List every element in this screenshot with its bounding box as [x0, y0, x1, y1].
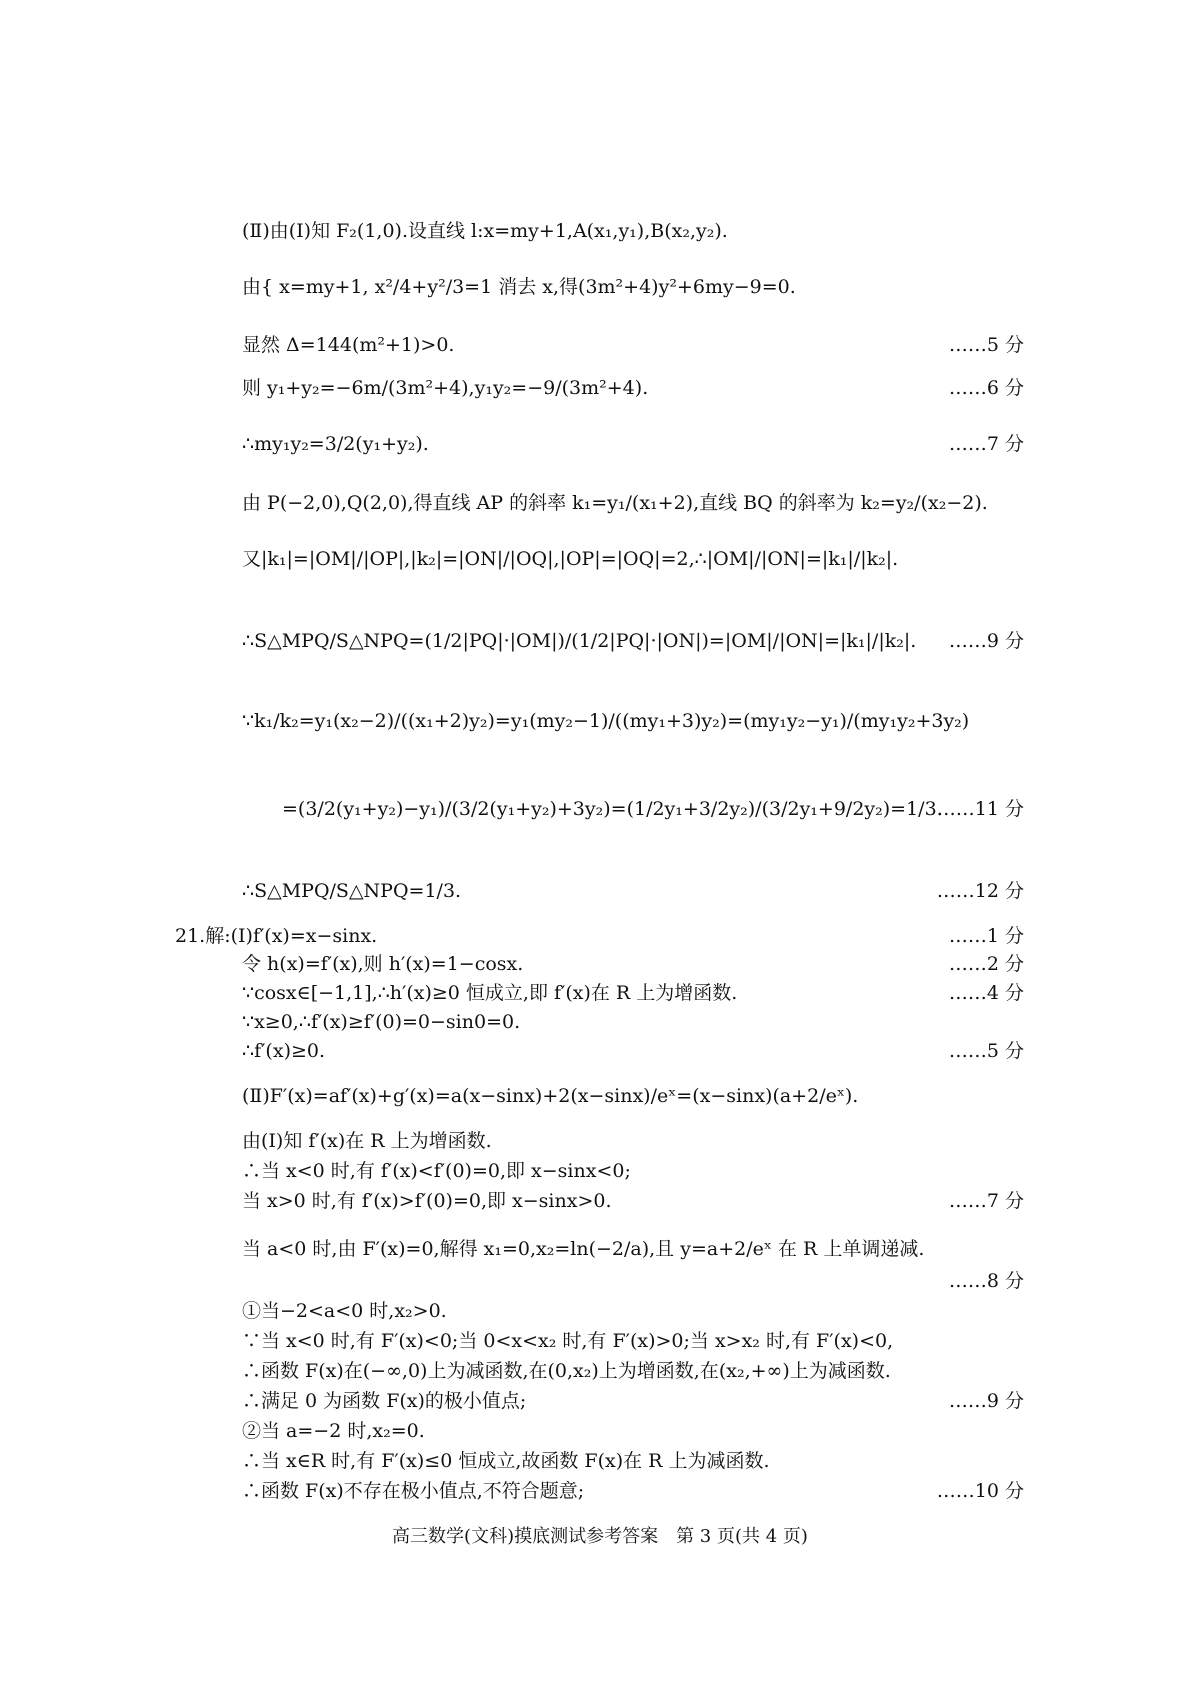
solution-line: (Ⅱ)由(Ⅰ)知 F₂(1,0).设直线 l:x=my+1,A(x₁,y₁),B(x₂,y₂). — [242, 220, 728, 242]
page-footer: 高三数学(文科)摸底测试参考答案 第 3 页(共 4 页) — [392, 1526, 808, 1547]
solution-line: ∵x≥0,∴f′(x)≥f′(0)=0−sin0=0. — [242, 1011, 521, 1033]
solution-line: 令 h(x)=f′(x),则 h′(x)=1−cosx. — [242, 953, 524, 975]
score-mark: ……2 分 — [948, 953, 1024, 975]
solution-line: 由 P(−2,0),Q(2,0),得直线 AP 的斜率 k₁=y₁/(x₁+2),直线 BQ 的斜率为 k₂=y₂/(x₂−2). — [242, 492, 988, 514]
solution-line: ∴满足 0 为函数 F(x)的极小值点; — [242, 1390, 527, 1412]
solution-line: ②当 a=−2 时,x₂=0. — [242, 1420, 425, 1442]
solution-line: ∴函数 F(x)不存在极小值点,不符合题意; — [242, 1480, 585, 1502]
score-mark: ……9 分 — [948, 630, 1024, 652]
solution-line: ∴f′(x)≥0. — [242, 1040, 326, 1062]
solution-line: ∴函数 F(x)在(−∞,0)上为减函数,在(0,x₂)上为增函数,在(x₂,+∞)上为减函数. — [242, 1360, 891, 1382]
score-mark: ……6 分 — [948, 377, 1024, 399]
solution-line: 由(Ⅰ)知 f′(x)在 R 上为增函数. — [242, 1130, 492, 1152]
solution-line: 则 y₁+y₂=−6m/(3m²+4),y₁y₂=−9/(3m²+4). — [242, 377, 649, 399]
score-mark: ……12 分 — [936, 880, 1024, 902]
solution-line: ∴S△MPQ/S△NPQ=1/3. — [242, 880, 462, 902]
solution-line: (Ⅱ)F′(x)=af′(x)+g′(x)=a(x−sinx)+2(x−sinx)/eˣ=(x−sinx)(a+2/eˣ). — [242, 1085, 859, 1107]
solution-line: ∵当 x<0 时,有 F′(x)<0;当 0<x<x₂ 时,有 F′(x)>0;当 x>x₂ 时,有 F′(x)<0, — [242, 1330, 894, 1352]
solution-line: ∴当 x∈R 时,有 F′(x)≤0 恒成立,故函数 F(x)在 R 上为减函数. — [242, 1450, 770, 1472]
solution-line: ∴my₁y₂=3/2(y₁+y₂). — [242, 433, 429, 455]
solution-line: 21.解:(Ⅰ)f′(x)=x−sinx. — [175, 925, 378, 947]
solution-line: 显然 Δ=144(m²+1)>0. — [242, 334, 455, 356]
solution-line: ∴S△MPQ/S△NPQ=(1/2|PQ|·|OM|)/(1/2|PQ|·|ON|)=|OM|/|ON|=|k₁|/|k₂|. — [242, 630, 917, 652]
score-mark: ……9 分 — [948, 1390, 1024, 1412]
solution-line: 又|k₁|=|OM|/|OP|,|k₂|=|ON|/|OQ|,|OP|=|OQ|=2,∴|OM|/|ON|=|k₁|/|k₂|. — [242, 548, 899, 570]
score-mark: ……10 分 — [936, 1480, 1024, 1502]
solution-line: ①当−2<a<0 时,x₂>0. — [242, 1300, 447, 1322]
solution-line: ∵cosx∈[−1,1],∴h′(x)≥0 恒成立,即 f′(x)在 R 上为增函数. — [242, 982, 738, 1004]
score-mark: ……1 分 — [948, 925, 1024, 947]
solution-line: =(3/2(y₁+y₂)−y₁)/(3/2(y₁+y₂)+3y₂)=(1/2y₁+3/2y₂)/(3/2y₁+9/2y₂)=1/3. — [282, 798, 943, 820]
score-mark: ……8 分 — [948, 1270, 1024, 1292]
solution-line: 当 x>0 时,有 f′(x)>f′(0)=0,即 x−sinx>0. — [242, 1190, 612, 1212]
solution-line: 当 a<0 时,由 F′(x)=0,解得 x₁=0,x₂=ln(−2/a),且 y=a+2/eˣ 在 R 上单调递减. — [242, 1238, 925, 1260]
score-mark: ……7 分 — [948, 1190, 1024, 1212]
score-mark: ……7 分 — [948, 433, 1024, 455]
score-mark: ……5 分 — [948, 1040, 1024, 1062]
solution-line: ∴当 x<0 时,有 f′(x)<f′(0)=0,即 x−sinx<0; — [242, 1160, 631, 1182]
score-mark: ……5 分 — [948, 334, 1024, 356]
solution-line: 由{ x=my+1, x²/4+y²/3=1 消去 x,得(3m²+4)y²+6my−9=0. — [242, 276, 796, 298]
solution-line: ∵k₁/k₂=y₁(x₂−2)/((x₁+2)y₂)=y₁(my₂−1)/((my₁+3)y₂)=(my₁y₂−y₁)/(my₁y₂+3y₂) — [242, 710, 970, 732]
score-mark: ……4 分 — [948, 982, 1024, 1004]
score-mark: ……11 分 — [936, 798, 1024, 820]
